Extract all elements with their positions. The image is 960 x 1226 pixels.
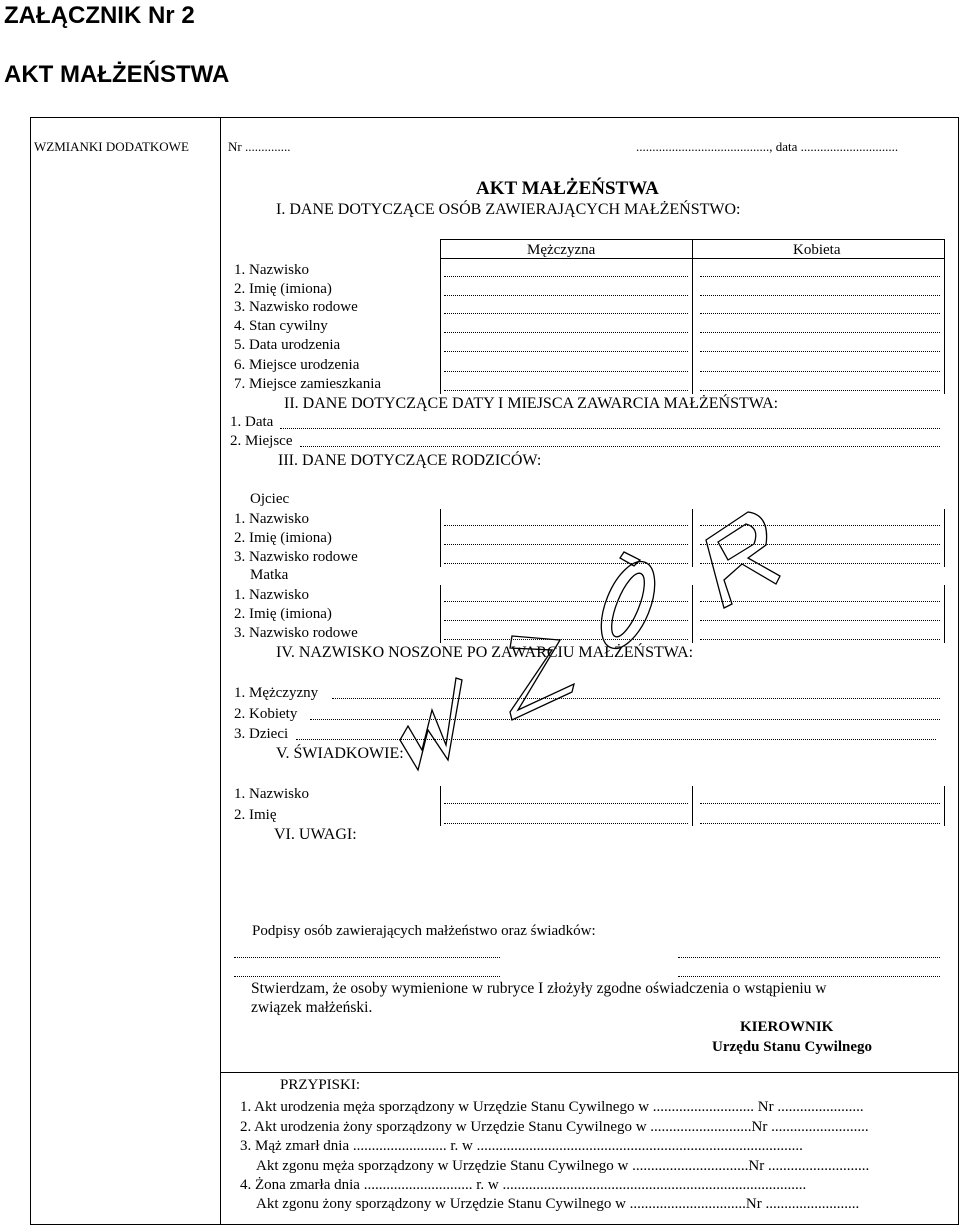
signatures-label: Podpisy osób zawierających małżeństwo oraz świadków: <box>252 923 596 939</box>
sec1-row: 1. Nazwisko <box>234 262 309 278</box>
document-heading: AKT MAŁŻEŃSTWA <box>4 61 230 88</box>
sec5-row: 2. Imię <box>234 807 277 823</box>
notes-line: Akt zgonu męża sporządzony w Urzędzie Stanu Cywilnego w ...............................Nr ........................... <box>256 1158 870 1174</box>
mother-row: 2. Imię (imiona) <box>234 606 332 622</box>
sec1-row: 6. Miejsce urodzenia <box>234 357 360 373</box>
act-date: ........................................., data .............................. <box>636 139 899 154</box>
notes-title: PRZYPISKI: <box>280 1077 361 1093</box>
form-title: AKT MAŁŻEŃSTWA <box>476 178 659 199</box>
section-5-title: V. ŚWIADKOWIE: <box>276 745 404 762</box>
sec1-row: 5. Data urodzenia <box>234 337 341 353</box>
notes-line: 3. Mąż zmarł dnia ......................... r. w ....................................................................................... <box>240 1138 803 1154</box>
father-row: 1. Nazwisko <box>234 511 309 527</box>
mother-row: 3. Nazwisko rodowe <box>234 625 358 641</box>
mother-row: 1. Nazwisko <box>234 587 309 603</box>
column-woman: Kobieta <box>793 242 841 258</box>
sec1-row: 7. Miejsce zamieszkania <box>234 376 382 392</box>
official-title: KIEROWNIK <box>740 1019 834 1035</box>
notes-line: Akt zgonu żony sporządzony w Urzędzie Stanu Cywilnego w ...............................Nr ......................... <box>256 1196 860 1212</box>
section-6-title: VI. UWAGI: <box>274 826 357 843</box>
notes-line: 1. Akt urodzenia męża sporządzony w Urzędzie Stanu Cywilnego w ........................... Nr ....................... <box>240 1099 864 1115</box>
sec2-row: 2. Miejsce <box>230 433 293 449</box>
statement-line: Stwierdzam, że osoby wymienione w rubryce I złożyły zgodne oświadczenia o wstąpieniu w <box>251 980 827 997</box>
annex-heading: ZAŁĄCZNIK Nr 2 <box>4 2 195 29</box>
column-man: Mężczyzna <box>527 242 596 258</box>
section-3-title: III. DANE DOTYCZĄCE RODZICÓW: <box>278 452 542 469</box>
section-2-title: II. DANE DOTYCZĄCE DATY I MIEJSCA ZAWARCIA MAŁŻEŃSTWA: <box>284 395 779 412</box>
notes-line: 4. Żona zmarła dnia ............................. r. w ................................................................................. <box>240 1177 807 1193</box>
section-1-title: I. DANE DOTYCZĄCE OSÓB ZAWIERAJĄCYCH MAŁŻEŃSTWO: <box>276 201 741 218</box>
mother-label: Matka <box>250 567 289 583</box>
additional-notes-label: WZMIANKI DODATKOWE <box>34 139 189 154</box>
notes-line: 2. Akt urodzenia żony sporządzony w Urzędzie Stanu Cywilnego w ...........................Nr .......................... <box>240 1119 869 1135</box>
father-row: 3. Nazwisko rodowe <box>234 549 358 565</box>
sec2-row: 1. Data <box>230 414 274 430</box>
sec4-row: 2. Kobiety <box>234 706 298 722</box>
official-office: Urzędu Stanu Cywilnego <box>712 1039 873 1055</box>
father-label: Ojciec <box>250 491 290 507</box>
sec4-row: 3. Dzieci <box>234 726 289 742</box>
section-4-title: IV. NAZWISKO NOSZONE PO ZAWARCIU MAŁŻEŃSTWA: <box>276 644 694 661</box>
sec5-row: 1. Nazwisko <box>234 786 309 802</box>
sec4-row: 1. Mężczyzny <box>234 685 319 701</box>
sec1-row: 4. Stan cywilny <box>234 318 328 334</box>
sec1-row: 3. Nazwisko rodowe <box>234 299 358 315</box>
statement-line: związek małżeński. <box>251 999 373 1016</box>
act-number: Nr .............. <box>228 139 291 154</box>
sec1-row: 2. Imię (imiona) <box>234 281 332 297</box>
father-row: 2. Imię (imiona) <box>234 530 332 546</box>
